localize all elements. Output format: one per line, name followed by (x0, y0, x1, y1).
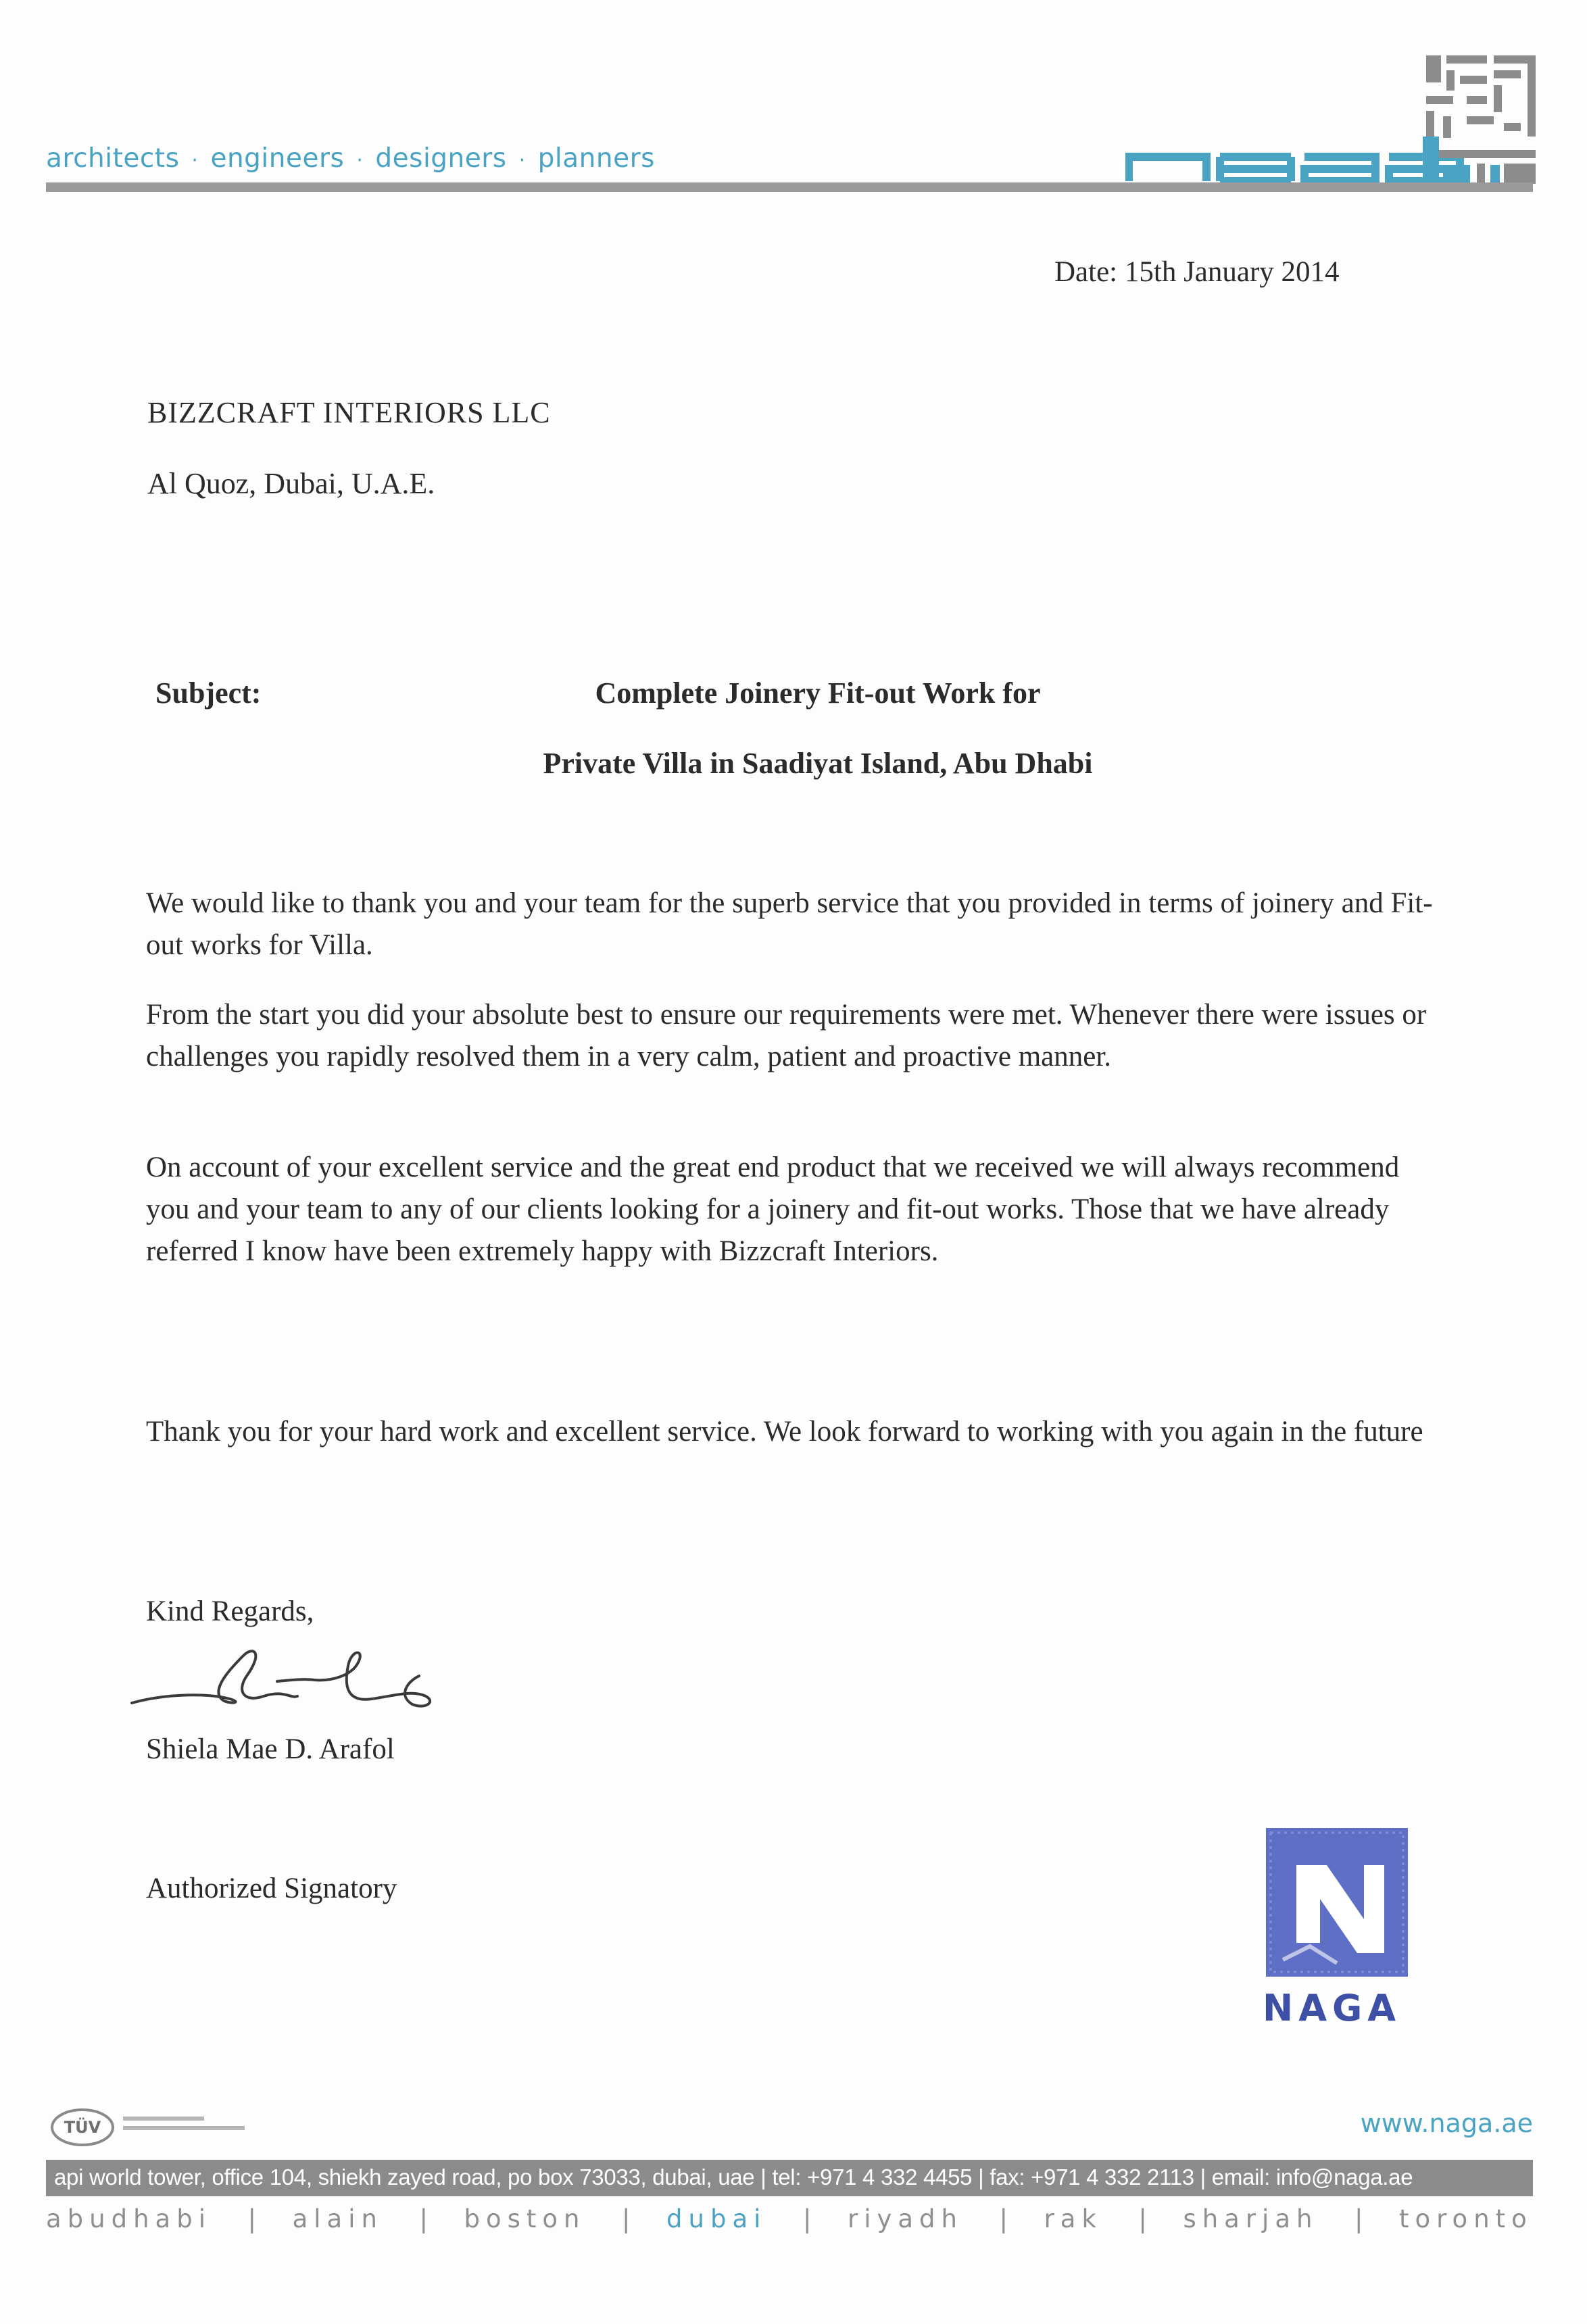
website-link[interactable]: www.naga.ae (1360, 2108, 1533, 2138)
city-separator: | (802, 2204, 812, 2233)
city-riyadh: riyadh (848, 2204, 963, 2233)
body-paragraph-2: From the start you did your absolute best to ensure our requirements were met. Whenever there were issues or challenges you rapidly resolved them in a very calm, patient and proactive manner. (146, 999, 1427, 1072)
city-abudhabi: abudhabi (46, 2204, 212, 2233)
city-sharjah: sharjah (1183, 2204, 1319, 2233)
subject-line-1: Complete Joinery Fit-out Work for (595, 676, 1041, 710)
subject-line-2: Private Villa in Saadiyat Island, Abu Dhabi (543, 747, 1093, 780)
naga-logo-icon (1125, 49, 1541, 192)
city-separator: | (247, 2204, 257, 2233)
tagline-item-planners: planners (537, 143, 655, 174)
closing-salutation: Kind Regards, (146, 1596, 314, 1627)
body-paragraph-3: On account of your excellent service and the great end product that we received we will always recommend you and your team to any of our clients looking for a joinery and fit-out works. Those that we have already referred I know have been extremely happy with Bizzcraft Interiors. (146, 1152, 1400, 1267)
recipient-name: BIZZCRAFT INTERIORS LLC (147, 396, 551, 429)
letterhead-rule (46, 182, 1533, 192)
tagline-separator: · (191, 149, 199, 172)
footer-contact-info: api world tower, office 104, shiekh zayed road, po box 73033, dubai, uae | tel: +971 4 332 4455 | fax: +971 4 332 2113 | email: info@naga.ae (54, 2165, 1413, 2190)
city-dubai: dubai (666, 2204, 767, 2233)
body-paragraph-4: Thank you for your hard work and excellent service. We look forward to working with you again in the future (146, 1416, 1423, 1448)
signer-name: Shiela Mae D. Arafol (146, 1733, 395, 1765)
office-locations (46, 2204, 1533, 2233)
tagline-separator: · (518, 149, 526, 172)
tuv-mark-text: TÜV (64, 2118, 101, 2137)
naga-stamp-icon (1263, 1825, 1411, 1980)
letter-date: Date: 15th January 2014 (1054, 256, 1340, 288)
stamp-text: NAGA (1263, 1987, 1402, 2029)
tagline-separator: · (356, 149, 364, 172)
city-toronto: toronto (1399, 2204, 1533, 2233)
handwritten-signature (128, 1629, 446, 1730)
letterhead-tagline (46, 143, 655, 174)
city-separator: | (1354, 2204, 1363, 2233)
city-separator: | (419, 2204, 428, 2233)
recipient-address: Al Quoz, Dubai, U.A.E. (147, 467, 435, 500)
body-paragraph-1: We would like to thank you and your team for the superb service that you provided in terms of joinery and Fit-out works for Villa. (146, 887, 1433, 961)
city-alain: alain (292, 2204, 383, 2233)
city-rak: rak (1044, 2204, 1102, 2233)
signatory-title: Authorized Signatory (146, 1873, 397, 1904)
city-separator: | (999, 2204, 1008, 2233)
city-separator: | (622, 2204, 631, 2233)
city-boston: boston (464, 2204, 586, 2233)
subject-label: Subject: (155, 676, 262, 710)
tagline-item-engineers: engineers (210, 143, 345, 174)
tuv-certification-icon (49, 2107, 299, 2148)
tagline-item-architects: architects (46, 143, 180, 174)
city-separator: | (1138, 2204, 1147, 2233)
tagline-item-designers: designers (375, 143, 507, 174)
